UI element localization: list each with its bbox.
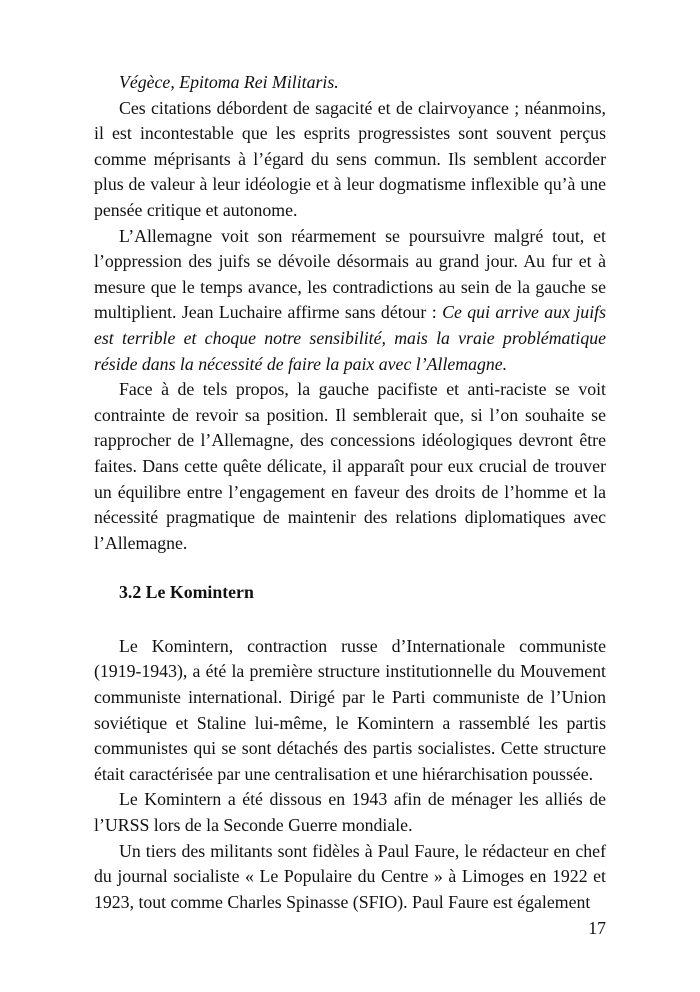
paragraph: Le Komintern, contraction russe d’Internationale communiste (1919-1943), a été la première structure institutionnelle du Mouvement communiste international. Dirigé par le Parti communiste de l’Union soviétique et Staline lui-même, le Komintern a rassemblé les partis communistes qui se sont détachés des partis socialistes. Cette structure était caractérisée par une centralisation et une hiérarchisation poussée. bbox=[94, 635, 606, 784]
luchaire-quote: Ce qui arrive aux juifs est terrible et choque notre sensibilité, mais la vraie problématique réside dans la nécessité de faire la paix avec l’Allemagne. bbox=[94, 302, 606, 374]
paragraph: Un tiers des militants sont fidèles à Paul Faure, le rédacteur en chef du journal socialiste « Le Populaire du Centre » à Limoges en 1922 et 1923, tout comme Charles Spinasse (SFIO). Paul Faure est également bbox=[94, 840, 606, 912]
paragraph: Face à de tels propos, la gauche pacifiste et anti-raciste se voit contrainte de revoir sa position. Il semblerait que, si l’on souhaite se rapprocher de l’Allemagne, des concessions idéologiques devront être faites. Dans cette quête délicate, il apparaît pour eux crucial de trouver un équilibre entre l’engagement en faveur des droits de l’homme et la nécessité pragmatique de maintenir des relations diplomatiques avec l’Allemagne. bbox=[94, 379, 606, 553]
paragraph-with-quote bbox=[94, 224, 606, 378]
paragraph: Ces citations débordent de sagacité et de clairvoyance ; néanmoins, il est incontestable que les esprits progressistes sont souvent perçus comme méprisants à l’égard du sens commun. Ils semblent accorder plus de valeur à leur idéologie et à leur dogmatisme inflexible qu’à une pensée critique et autonome. bbox=[94, 97, 606, 220]
paragraph: Le Komintern a été dissous en 1943 afin de ménager les alliés de l’URSS lors de la Seconde Guerre mondiale. bbox=[94, 789, 606, 836]
section-heading: 3.2 Le Komintern bbox=[119, 582, 254, 603]
quote-source: Végèce, Epitoma Rei Militaris. bbox=[119, 72, 339, 92]
paragraph-intro: L’Allemagne voit son réarmement se poursuivre malgré tout, et l’oppression des juifs se dévoile désormais au grand jour. Au fur et à mesure que le temps avance, les contradictions au sein de la gauche se multiplient. Jean Luchaire affirme sans détour : bbox=[94, 225, 606, 323]
page-body bbox=[94, 70, 606, 915]
page-number: 17 bbox=[588, 918, 606, 938]
